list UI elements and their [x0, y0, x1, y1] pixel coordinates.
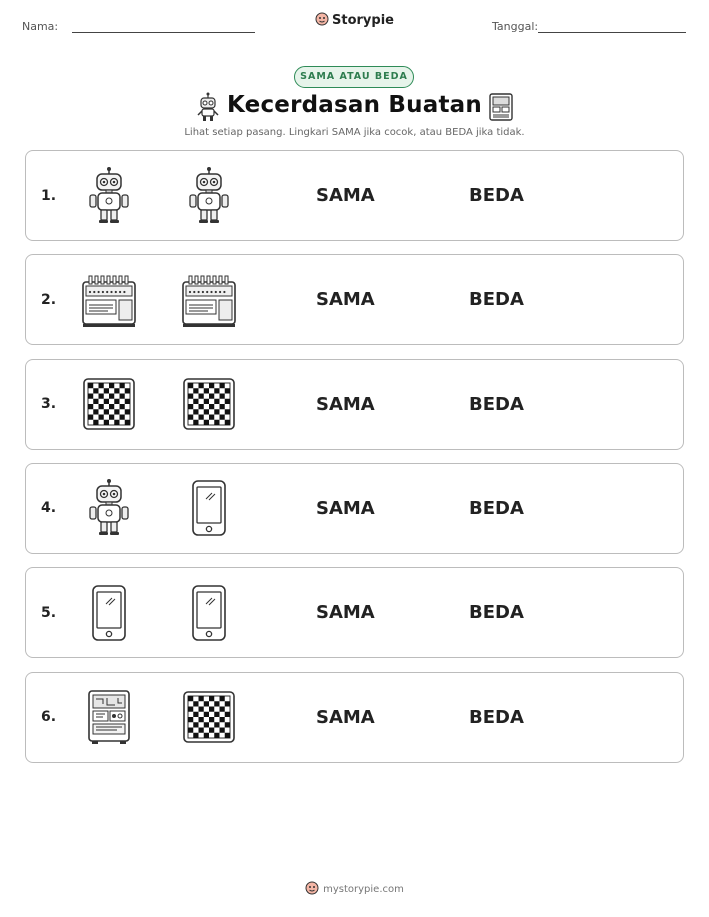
same-option[interactable]: SAMA [316, 393, 375, 415]
question-number: 2. [41, 291, 57, 308]
robot-icon [79, 464, 139, 553]
question-number: 5. [41, 604, 57, 621]
different-option[interactable]: BEDA [469, 706, 524, 728]
question-number: 4. [41, 500, 57, 517]
circuit-board-icon [79, 673, 139, 762]
question-row [25, 463, 684, 554]
worksheet-title: Kecerdasan Buatan [227, 92, 482, 118]
question-row [25, 359, 684, 450]
different-option[interactable]: BEDA [469, 185, 524, 206]
question-number: 1. [41, 187, 57, 204]
date-label: Tanggal: [492, 20, 539, 33]
same-option[interactable]: SAMA [316, 185, 375, 206]
question-number: 6. [41, 709, 57, 725]
chessboard-icon [179, 673, 239, 762]
same-option[interactable]: SAMA [316, 602, 375, 624]
name-label: Nama: [22, 20, 59, 33]
same-option[interactable]: SAMA [316, 706, 375, 728]
same-option[interactable]: SAMA [316, 289, 375, 311]
computer-machine-icon [179, 255, 239, 344]
brand [0, 12, 709, 28]
question-row [25, 567, 684, 658]
activity-badge: SAMA ATAU BEDA [294, 66, 414, 88]
question-number: 3. [41, 396, 57, 413]
name-line[interactable] [72, 32, 255, 33]
question-row [25, 150, 684, 241]
chessboard-icon [179, 360, 239, 449]
instructions: Lihat setiap pasang. Lingkari SAMA jika cocok, atau BEDA jika tidak. [184, 127, 525, 138]
footer [0, 881, 709, 895]
smartphone-icon [179, 464, 239, 553]
different-option[interactable]: BEDA [469, 289, 524, 311]
robot-icon [79, 151, 139, 240]
circuit-board-icon [488, 92, 514, 122]
footer-url: mystorypie.com [323, 884, 404, 895]
question-row [25, 672, 684, 763]
question-row [25, 254, 684, 345]
smartphone-icon [179, 568, 239, 657]
storypie-logo-icon [315, 12, 329, 26]
computer-machine-icon [79, 255, 139, 344]
different-option[interactable]: BEDA [469, 393, 524, 415]
same-option[interactable]: SAMA [316, 497, 375, 519]
chessboard-icon [79, 360, 139, 449]
brand-name: Storypie [332, 13, 394, 28]
storypie-logo-icon [305, 881, 319, 895]
robot-icon [179, 151, 239, 240]
different-option[interactable]: BEDA [469, 497, 524, 519]
different-option[interactable]: BEDA [469, 602, 524, 624]
date-line[interactable] [538, 32, 686, 33]
smartphone-icon [79, 568, 139, 657]
